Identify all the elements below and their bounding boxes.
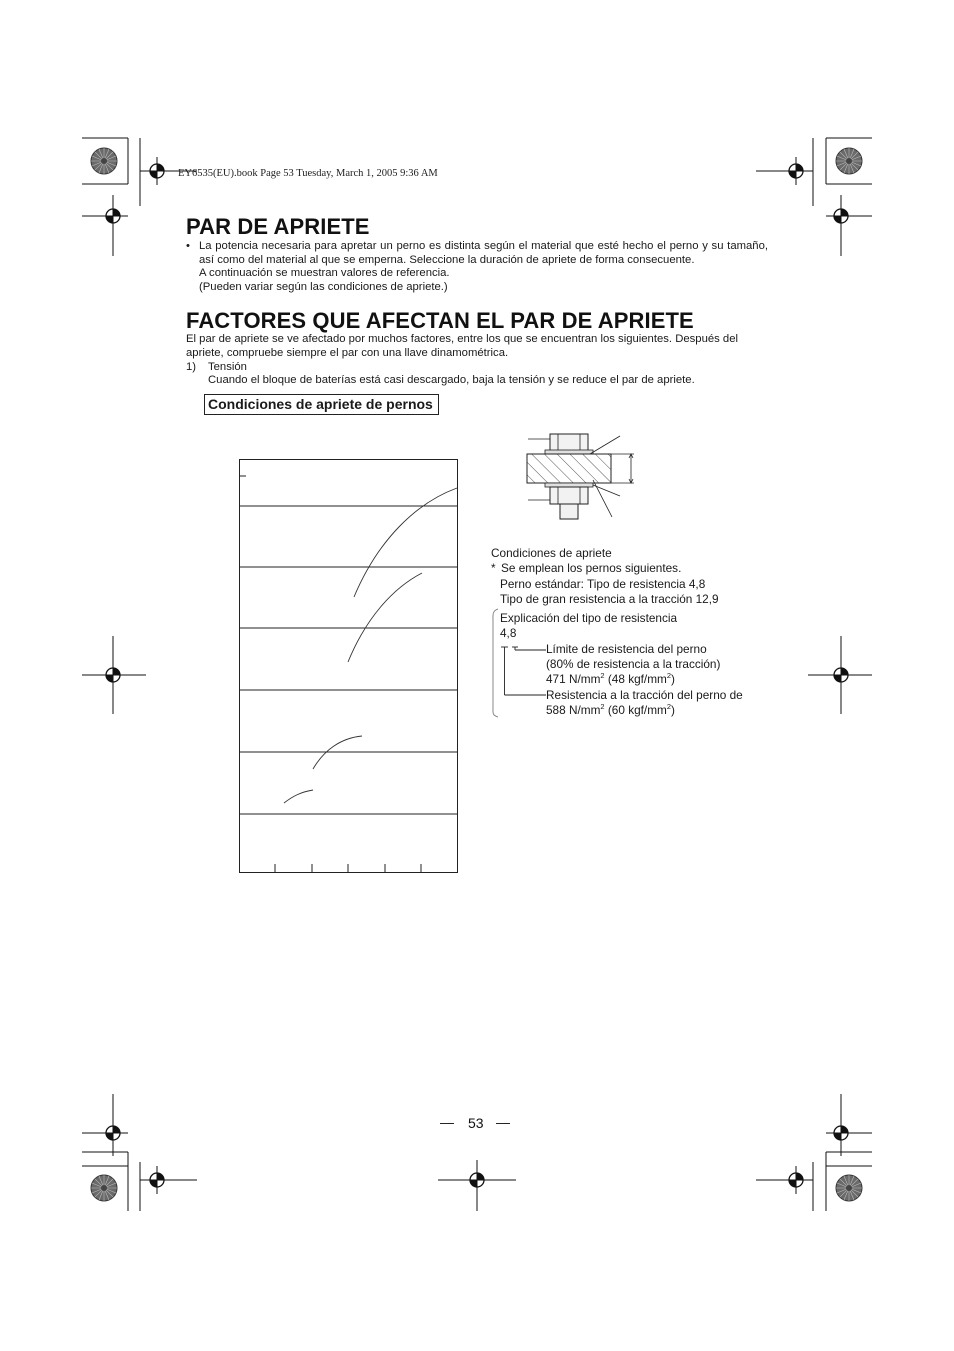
- list-item-text: Cuando el bloque de baterías está casi descargado, baja la tensión y se reduce el par de apriete.: [208, 374, 695, 386]
- book-header-stamp: EY6535(EU).book Page 53 Tuesday, March 1, 2005 9:36 AM: [178, 168, 438, 179]
- yield-limit-line1: Límite de resistencia del perno: [546, 642, 707, 656]
- graph-x-ticks: [275, 864, 421, 872]
- bolt-head: [550, 434, 588, 452]
- bullet-symbol: •: [186, 240, 190, 252]
- section1-note-line: (Pueden variar según las condiciones de apriete.): [199, 281, 448, 293]
- tensile-strength-line1: Resistencia a la tracción del perno de: [546, 688, 743, 702]
- page-number-dash-left: —: [440, 1114, 454, 1130]
- bolt-nut: [550, 487, 588, 504]
- section1-paragraph: La potencia necesaria para apretar un perno es distinta según el material que esté hecho el perno y su tamaño, así como del material al que se emperna. Seleccione la duración de apriete de forma consecuente.: [199, 240, 768, 266]
- rosette-mark-bottom-right: [836, 1175, 862, 1201]
- section1-reference-line: A continuación se muestran valores de referencia.: [199, 267, 450, 279]
- curve-3: [313, 736, 362, 769]
- rosette-mark-top-right: [836, 148, 862, 174]
- explanation-title: Explicación del tipo de resistencia: [500, 611, 678, 625]
- asterisk-symbol: *: [491, 561, 496, 575]
- list-item-number: 1): [186, 361, 197, 373]
- section-title-factores: FACTORES QUE AFECTAN EL PAR DE APRIETE: [186, 308, 694, 333]
- bolt-diagram: [520, 430, 640, 526]
- conditions-title: Condiciones de apriete: [491, 546, 612, 560]
- rosette-mark-bottom-left: [91, 1175, 117, 1201]
- torque-graph-frame: [238, 458, 460, 876]
- strength-grade: 4,8: [500, 626, 517, 640]
- bolt-washer: [545, 450, 593, 454]
- yield-limit-line2: (80% de resistencia a la tracción): [546, 657, 721, 671]
- curve-1: [354, 488, 457, 597]
- bolt-plate: [527, 454, 611, 483]
- graph-curves: [284, 488, 457, 803]
- yield-limit-value: 471 $N/mm^2$ (48 kgf/$mm^2$): [546, 671, 675, 686]
- conditions-intro: Se emplean los pernos siguientes.: [501, 561, 682, 575]
- section-title-par-de-apriete: PAR DE APRIETE: [186, 214, 370, 239]
- list-item-label: Tensión: [208, 361, 247, 373]
- curve-4: [284, 790, 313, 803]
- page-number: 53: [468, 1115, 484, 1131]
- section2-paragraph: El par de apriete se ve afectado por muchos factores, entre los que se encuentran los siguientes. Después del apriete, compruebe siempre el par con una llave dinamométrica.: [186, 333, 738, 359]
- tensile-strength-value: 588 $N/mm^2$ (60 kgf/$mm^2$): [546, 702, 675, 717]
- page-number-dash-right: —: [496, 1114, 510, 1130]
- standard-bolt-line: Perno estándar: Tipo de resistencia 4,8: [500, 577, 706, 591]
- bolt-shank: [560, 504, 578, 519]
- conditions-box-label: Condiciones de apriete de pernos: [204, 394, 439, 415]
- high-tensile-bolt-line: Tipo de gran resistencia a la tracción 12,9: [500, 592, 719, 606]
- rosette-mark-top-left: [91, 148, 117, 174]
